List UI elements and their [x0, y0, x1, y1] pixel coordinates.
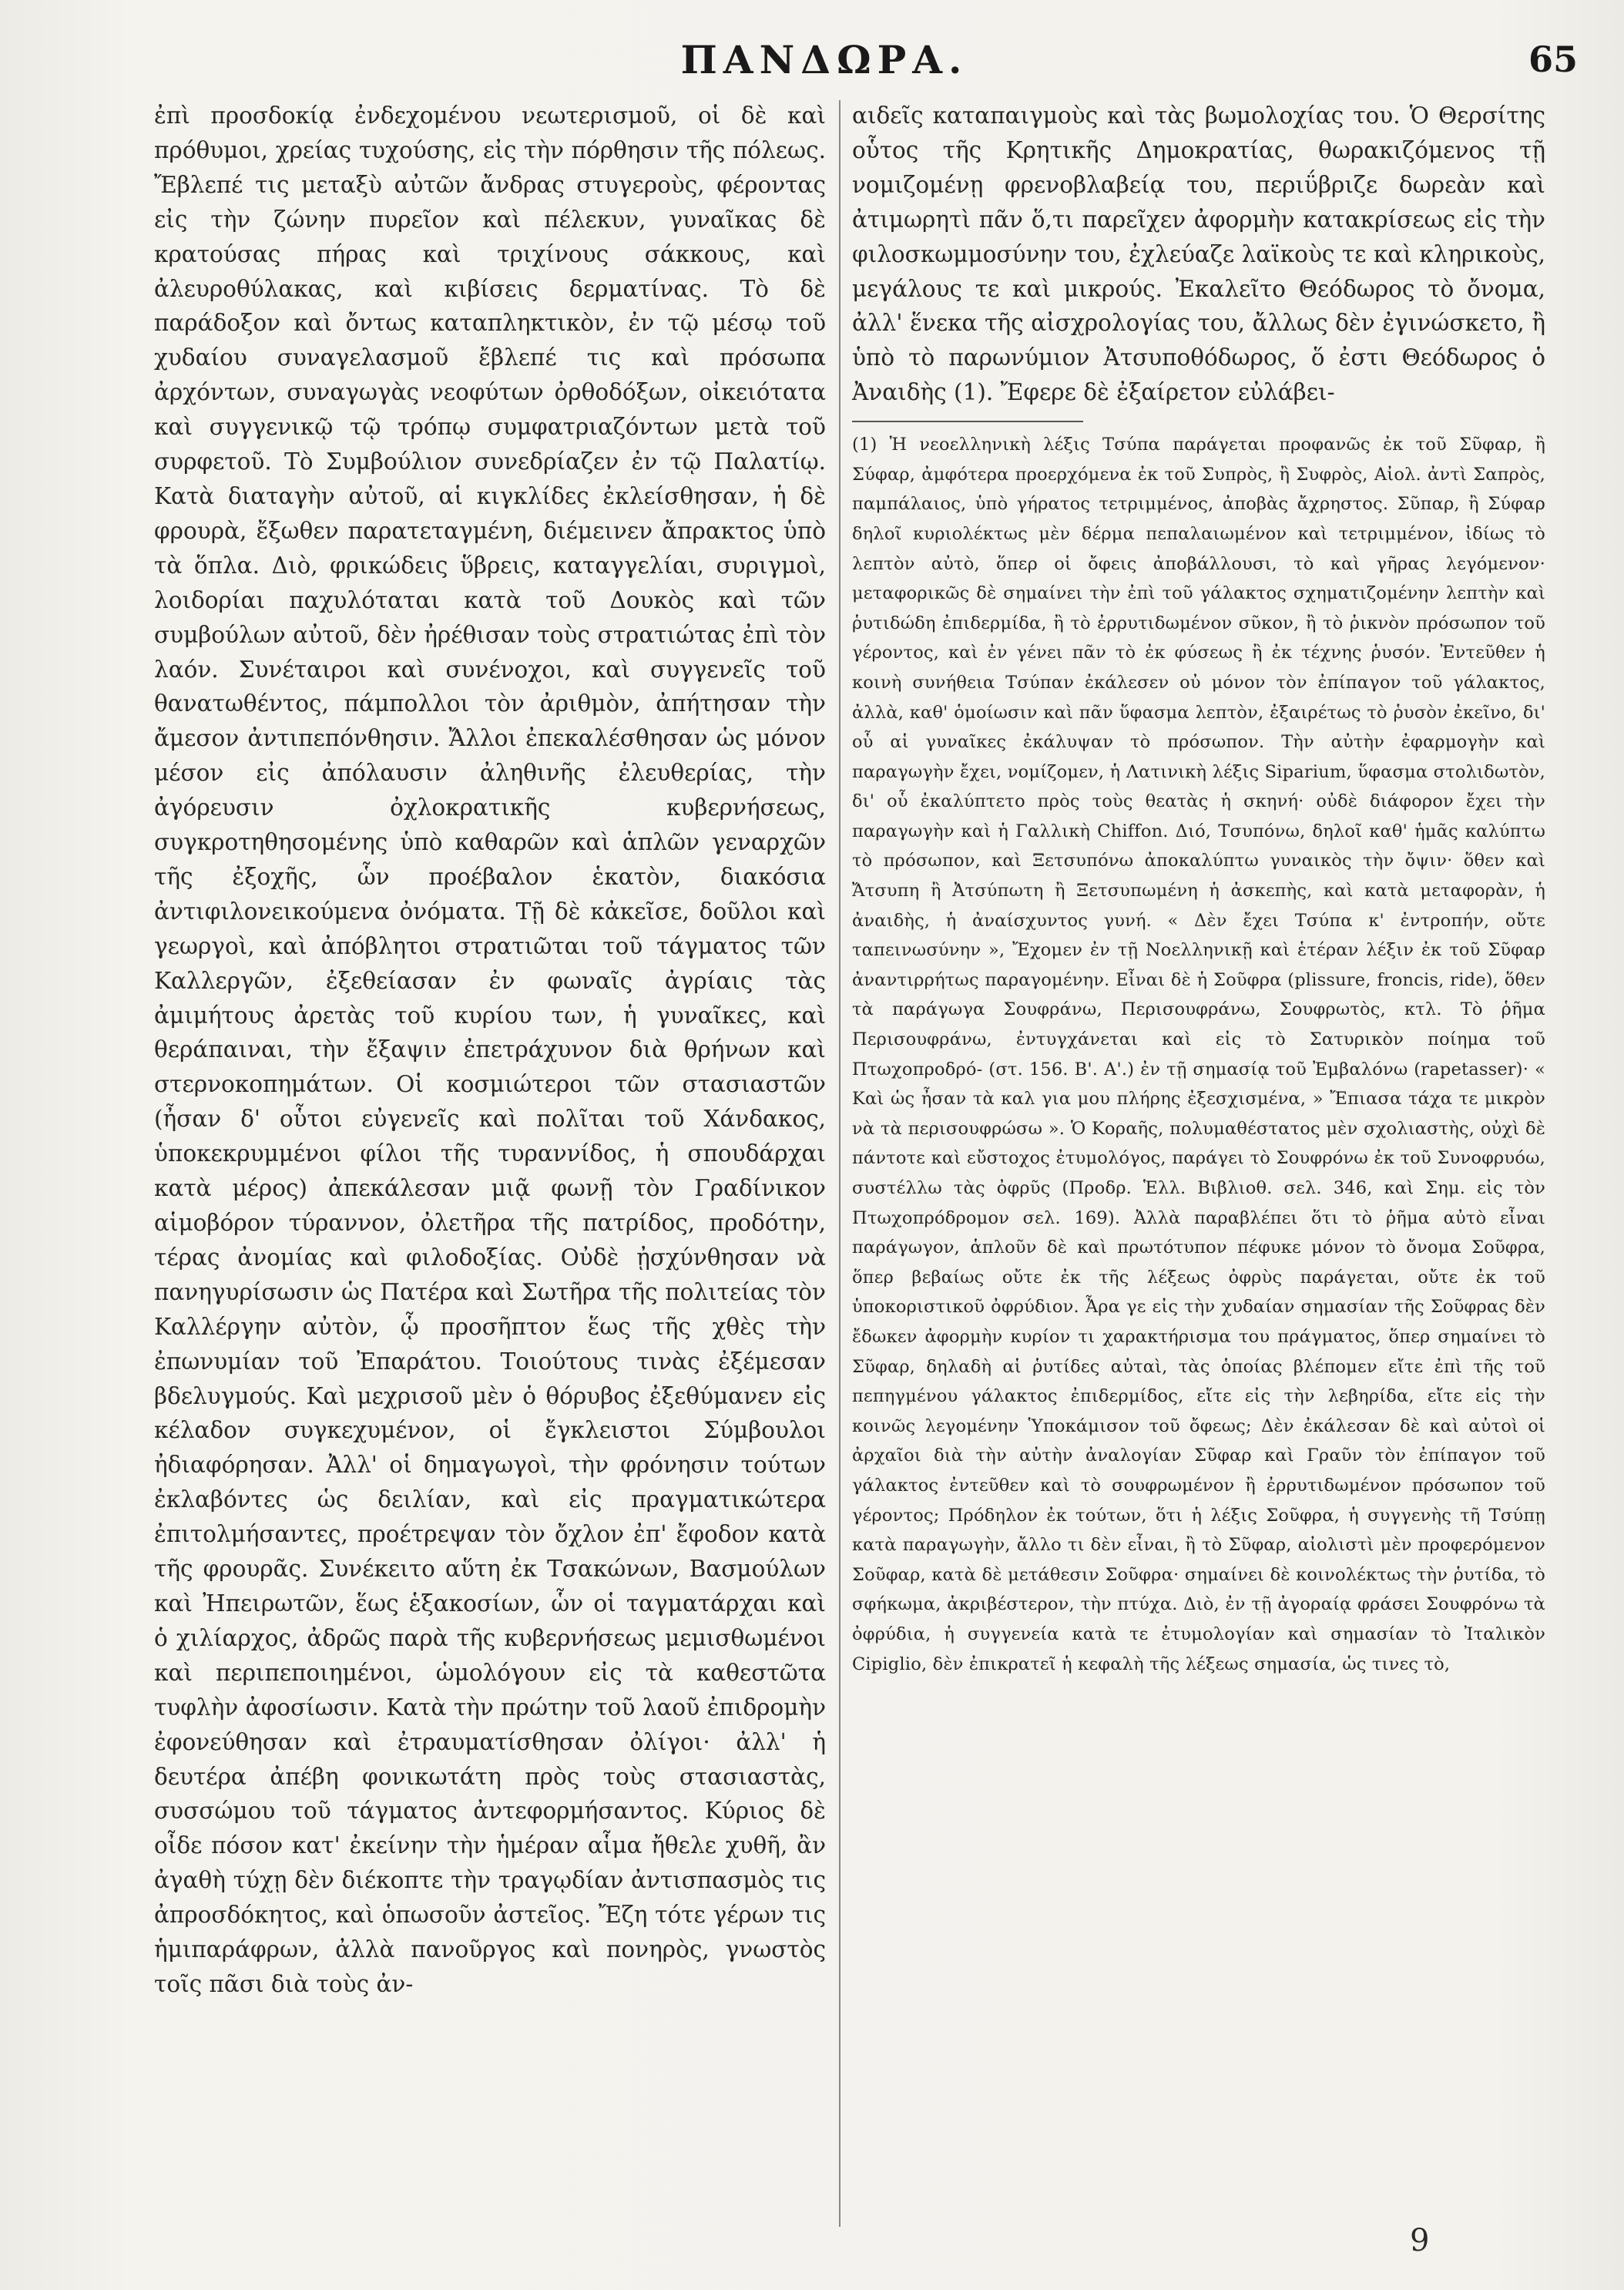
column-divider	[839, 100, 841, 2227]
left-column-text: ἐπὶ προσδοκίᾳ ἐνδεχομένου νεωτερισμοῦ, οἱ δὲ καὶ πρόθυμοι, χρείας τυχούσης, εἰς τὴν πόρθησιν τῆς πόλεως. Ἔβλεπέ τις μεταξὺ αὐτῶν ἄνδρας στυγεροὺς, φέροντας εἰς τὴν ζώνην πυρεῖον καὶ πέλεκυν, γυναῖκας δὲ κρατούσας πήρας καὶ τριχίνους σάκκους, καὶ ἀλευροθύλακας, καὶ κιβίσεις δερματίνας. Τὸ δὲ παράδοξον καὶ ὄντως καταπληκτικὸν, ἐν τῷ μέσῳ τοῦ χυδαίου συναγελασμοῦ ἔβλεπέ τις καὶ πρόσωπα ἀρχόντων, συναγωγὰς νεοφύτων ὀρθοδόξων, οἰκειότατα καὶ συγγενικῷ τῷ τρόπῳ συμφατριαζόντων μετὰ τοῦ συρφετοῦ. Τὸ Συμβούλιον συνεδρίαζεν ἐν τῷ Παλατίῳ. Κατὰ διαταγὴν αὐτοῦ, αἱ κιγκλίδες ἐκλείσθησαν, ἡ δὲ φρουρὰ, ἔξωθεν παρατεταγμένη, διέμεινεν ἄπρακτος ὑπὸ τὰ ὅπλα. Διὸ, φρικώδεις ὕβρεις, καταγγελίαι, συριγμοὶ, λοιδορίαι παχυλόταται κατὰ τοῦ Δουκὸς καὶ τῶν συμβούλων αὐτοῦ, δὲν ἠρέθισαν τοὺς στρατιώτας ἐπὶ τὸν λαόν. Συνέταιροι καὶ συνένοχοι, καὶ συγγενεῖς τοῦ θανατωθέντος, πάμπολλοι τὸν ἀριθμὸν, ἀπήτησαν τὴν ἄμεσον ἀντιπεπόνθησιν. Ἄλλοι ἐπεκαλέσθησαν ὡς μόνον μέσον εἰς ἀπόλαυσιν ἀληθινῆς ἐλευθερίας, τὴν ἀγόρευσιν ὀχλοκρατικῆς κυβερνήσεως, συγκροτηθησομένης ὑπὸ καθαρῶν καὶ ἁπλῶν γεναρχῶν τῆς ἐξοχῆς, ὧν προέβαλον ἑκατὸν, διακόσια ἀντιφιλονεικούμενα ὀνόματα. Τῇ δὲ κἀκεῖσε, δοῦλοι καὶ γεωργοὶ, καὶ ἀπόβλητοι στρατιῶται τοῦ τάγματος τῶν Καλλεργῶν, ἐξεθείασαν ἐν φωναῖς ἀγρίαις τὰς ἀμιμήτους ἀρετὰς τοῦ κυρίου των, ἡ γυναῖκες, καὶ θεράπαιναι, τὴν ἔξαψιν ἐπετράχυνον διὰ θρήνων καὶ στερνοκοπημάτων. Οἱ κοσμιώτεροι τῶν στασιαστῶν (ἦσαν δ' οὗτοι εὐγενεῖς καὶ πολῖται τοῦ Χάνδακος, ὑποκεκρυμμένοι φίλοι τῆς τυραννίδος, ἡ σπουδάρχαι κατὰ μέρος) ἀπεκάλεσαν μιᾷ φωνῇ τὸν Γραδίνικον αἱμοβόρον τύραννον, ὀλετῆρα τῆς πατρίδος, προδότην, τέρας ἀνομίας καὶ φιλοδοξίας. Οὐδὲ ᾐσχύνθησαν νὰ πανηγυρίσωσιν ὡς Πατέρα καὶ Σωτῆρα τῆς πολιτείας τὸν Καλλέργην αὐτὸν, ᾧ προσῆπτον ἕως τῆς χθὲς τὴν ἐπωνυμίαν τοῦ Ἐπαράτου. Τοιούτους τινὰς ἐξέμεσαν βδελυγμούς. Καὶ μεχρισοῦ μὲν ὁ θόρυβος ἐξεθύμανεν εἰς κέλαδον συγκεχυμένον, οἱ ἔγκλειστοι Σύμβουλοι ἠδιαφόρησαν. Ἀλλ' οἱ δημαγωγοὶ, τὴν φρόνησιν τούτων ἐκλαβόντες ὡς δειλίαν, καὶ εἰς πραγματικώτερα ἐπιτολμήσαντες, προέτρεψαν τὸν ὄχλον ἐπ' ἔφοδον κατὰ τῆς φρουρᾶς. Συνέκειτο αὕτη ἐκ Τσακώνων, Βασμούλων καὶ Ἠπειρωτῶν, ἕως ἑξακοσίων, ὧν οἱ ταγματάρχαι καὶ ὁ χιλίαρχος, ἀδρῶς παρὰ τῆς κυβερνήσεως μεμισθωμένοι καὶ περιπεποιημένοι, ὡμολόγουν εἰς τὰ καθεστῶτα τυφλὴν ἀφοσίωσιν. Κατὰ τὴν πρώτην τοῦ λαοῦ ἐπιδρομὴν ἐφονεύθησαν καὶ ἐτραυματίσθησαν ὀλίγοι· ἀλλ' ἡ δευτέρα ἀπέβη φονικωτάτη πρὸς τοὺς στασιαστὰς, συσσώμου τοῦ τάγματος ἀντεφορμήσαντος. Κύριος δὲ οἶδε πόσον κατ' ἐκείνην τὴν ἡμέραν αἷμα ἤθελε χυθῆ, ἂν ἀγαθὴ τύχῃ δὲν διέκοπτε τὴν τραγῳδίαν ἀντισπασμὸς τις ἀπροσδόκητος, καὶ ὁπωσοῦν ἀστεῖος. Ἔζη τότε γέρων τις ἡμιπαράφρων, ἀλλὰ πανοῦργος καὶ πονηρὸς, γνωστὸς τοῖς πᾶσι διὰ τοὺς ἀν-	[154, 102, 826, 1997]
page-number: 65	[1528, 39, 1578, 80]
running-title: ΠΑΝΔΩΡΑ.	[680, 37, 968, 82]
running-head	[0, 32, 1624, 94]
right-column	[852, 99, 1545, 2287]
footnote-rule	[852, 421, 1083, 422]
left-column	[154, 99, 826, 2287]
signature-mark: 9	[1410, 2223, 1430, 2258]
right-column-text: αιδεῖς καταπαιγμοὺς καὶ τὰς βωμολοχίας του. Ὁ Θερσίτης οὗτος τῆς Κρητικῆς Δημοκρατίας, θωρακιζόμενος τῇ νομιζομένῃ φρενοβλαβείᾳ του, περιΰβριζε δωρεὰν καὶ ἀτιμωρητὶ πᾶν ὅ,τι παρεῖχεν ἀφορμὴν κατακρίσεως εἰς τὴν φιλοσκωμμοσύνην του, ἐχλεύαζε λαϊκοὺς τε καὶ κληρικοὺς, μεγάλους τε καὶ μικρούς. Ἐκαλεῖτο Θεόδωρος τὸ ὄνομα, ἀλλ' ἕνεκα τῆς αἰσχρολογίας του, ἄλλως δὲν ἐγινώσκετο, ἢ ὑπὸ τὸ παρωνύμιον Ἀτσυποθόδωρος, ὅ ἐστι Θεόδωρος ὁ Ἀναιδὴς (1). Ἔφερε δὲ ἐξαίρετον εὐλάβει-	[852, 102, 1545, 406]
footnote-text: (1) Ἡ νεοελληνικὴ λέξις Τσύπα παράγεται προφανῶς ἐκ τοῦ Σῦφαρ, ἢ Σύφαρ, ἀμφότερα προερχόμενα ἐκ τοῦ Συπρὸς, ἢ Συφρὸς, Αἰολ. ἀντὶ Σαπρὸς, παμπάλαιος, ὑπὸ γήρατος τετριμμένος, ἀποβὰς ἄχρηστος. Σῦπαρ, ἢ Σύφαρ δηλοῖ κυριολέκτως μὲν δέρμα πεπαλαιωμένον καὶ τετριμμένον, ἰδίως τὸ λεπτὸν αὐτὸ, ὅπερ οἱ ὄφεις ἀποβάλλουσι, τὸ καὶ γῆρας λεγόμενον· μεταφορικῶς δὲ σημαίνει τὴν ἐπὶ τοῦ γάλακτος σχηματιζομένην λεπτὴν καὶ ῥυτιδώδη ἐπιδερμίδα, ἢ τὸ ἐρρυτιδωμένον σῦκον, ἢ τὸ ῥικνὸν πρόσωπον τοῦ γέροντος, καὶ ἐν γένει πᾶν τὸ ἐκ φύσεως ἢ ἐκ τέχνης ῥυσόν. Ἐντεῦθεν ἡ κοινὴ συνήθεια Τσύπαν ἐκάλεσεν οὐ μόνον τὸν ἐπίπαγον τοῦ γάλακτος, ἀλλὰ, καθ' ὁμοίωσιν καὶ πᾶν ὕφασμα λεπτὸν, ἐξαιρέτως τὸ ῥυσὸν ἐκεῖνο, δι' οὗ αἱ γυναῖκες ἐκάλυψαν τὸ πρόσωπον. Τὴν αὐτὴν ἐφαρμογὴν καὶ παραγωγὴν ἔχει, νομίζομεν, ἡ Λατινικὴ λέξις Siparium, ὕφασμα στολιδωτὸν, δι' οὗ ἐκαλύπτετο πρὸς τοὺς θεατὰς ἡ σκηνή· οὐδὲ διάφορον ἔχει τὴν παραγωγὴν καὶ ἡ Γαλλικὴ Chiffon. Διό, Τσυπόνω, δηλοῖ καθ' ἡμᾶς καλύπτω τὸ πρόσωπον, καὶ Ξετσυπόνω ἀποκαλύπτω γυναικὸς τὴν ὄψιν· ὅθεν καὶ Ἄτσυπη ἢ Ἀτσύπωτη ἢ Ξετσυπωμένη ἡ ἀσκεπὴς, καὶ κατὰ μεταφορὰν, ἡ ἀναιδὴς, ἡ ἀναίσχυντος γυνή. « Δὲν ἔχει Τσύπα κ' ἐντροπήν, οὔτε ταπεινωσύνην », Ἔχομεν ἐν τῇ Νοελληνικῇ καὶ ἑτέραν λέξιν ἐκ τοῦ Σῦφαρ ἀναντιρρήτως παραγομένην. Εἶναι δὲ ἡ Σοῦφρα (plissure, froncis, ride), ὅθεν τὰ παράγωγα Σουφράνω, Περισουφράνω, Σουφρωτὸς, κτλ. Τὸ ῥῆμα Περισουφράνω, ἐντυγχάνεται καὶ εἰς τὸ Σατυρικὸν ποίημα τοῦ Πτωχοπροδρό- (στ. 156. Β'. Α'.) ἐν τῇ σημασίᾳ τοῦ Ἐμβαλόνω (rapetasser)· « Καὶ ὡς ἦσαν τὰ καλ για μου πλήρης ἐξεσχισμένα, » Ἔπιασα τάχα τε μικρὸν νὰ τὰ περισουφρώσω ». Ὁ Κοραῆς, πολυμαθέστατος μὲν σχολιαστὴς, οὐχὶ δὲ πάντοτε καὶ εὔστοχος ἐτυμολόγος, παράγει τὸ Σουφρόνω ἐκ τοῦ Συνοφρυόω, συστέλλω τὰς ὀφρῦς (Προδρ. Ἑλλ. Βιβλιοθ. σελ. 346, καὶ Σημ. εἰς τὸν Πτωχοπρόδρομον σελ. 169). Ἀλλὰ παραβλέπει ὅτι τὸ ῥῆμα αὐτὸ εἶναι παράγωγον, ἁπλοῦν δὲ καὶ πρωτότυπον πέφυκε μόνον τὸ ὄνομα Σοῦφρα, ὅπερ βεβαίως οὔτε ἐκ τῆς λέξεως ὀφρὺς παράγεται, οὔτε ἐκ τοῦ ὑποκοριστικοῦ ὀφρύδιον. Ἆρα γε εἰς τὴν χυδαίαν σημασίαν τῆς Σοῦφρας δὲν ἔδωκεν ἀφορμὴν κυρίον τι χαρακτήρισμα του πράγματος, ὅπερ σημαίνει τὸ Σῦφαρ, δηλαδὴ αἱ ῥυτίδες αὐταὶ, τὰς ὁποίας βλέπομεν εἴτε ἐπὶ τῆς τοῦ πεπηγμένου γάλακτος ἐπιδερμίδος, εἴτε εἰς τὴν λεβηρίδα, εἴτε εἰς τὴν κοινῶς λεγομένην Ὑποκάμισον τοῦ ὄφεως; Δὲν ἐκάλεσαν δὲ καὶ αὐτοὶ οἱ ἀρχαῖοι διὰ τὴν αὐτὴν ἀναλογίαν Σῦφαρ καὶ Γραῦν τὸν ἐπίπαγον τοῦ γάλακτος ἐντεῦθεν καὶ τὸ σουφρωμένον ἢ ἐρρυτιδωμένον πρόσωπον τοῦ γέροντος; Πρόδηλον ἐκ τούτων, ὅτι ἡ λέξις Σοῦφρα, ἡ συγγενὴς τῆ Τσύπῃ κατὰ παραγωγὴν, ἄλλο τι δὲν εἶναι, ἢ τὸ Σῦφαρ, αἰολιστὶ μὲν προφερόμενον Σοῦφαρ, κατὰ δὲ μετάθεσιν Σοῦφρα· σημαίνει δὲ κοινολέκτως τὴν ῥυτίδα, τὸ σφήκωμα, ἀκριβέστερον, τὴν πτύχα. Διὸ, ἐν τῇ ἀγοραίᾳ φράσει Σουφρόνω τὰ ὀφρύδια, ἡ συγγενεία κατὰ τε ἐτυμολογίαν καὶ σημασίαν τὸ Ἰταλικὸν Cipiglio, δὲν ἐπικρατεῖ ἡ κεφαλὴ τῆς λέξεως σημασία, ὡς τινες τὸ,	[852, 435, 1545, 1674]
